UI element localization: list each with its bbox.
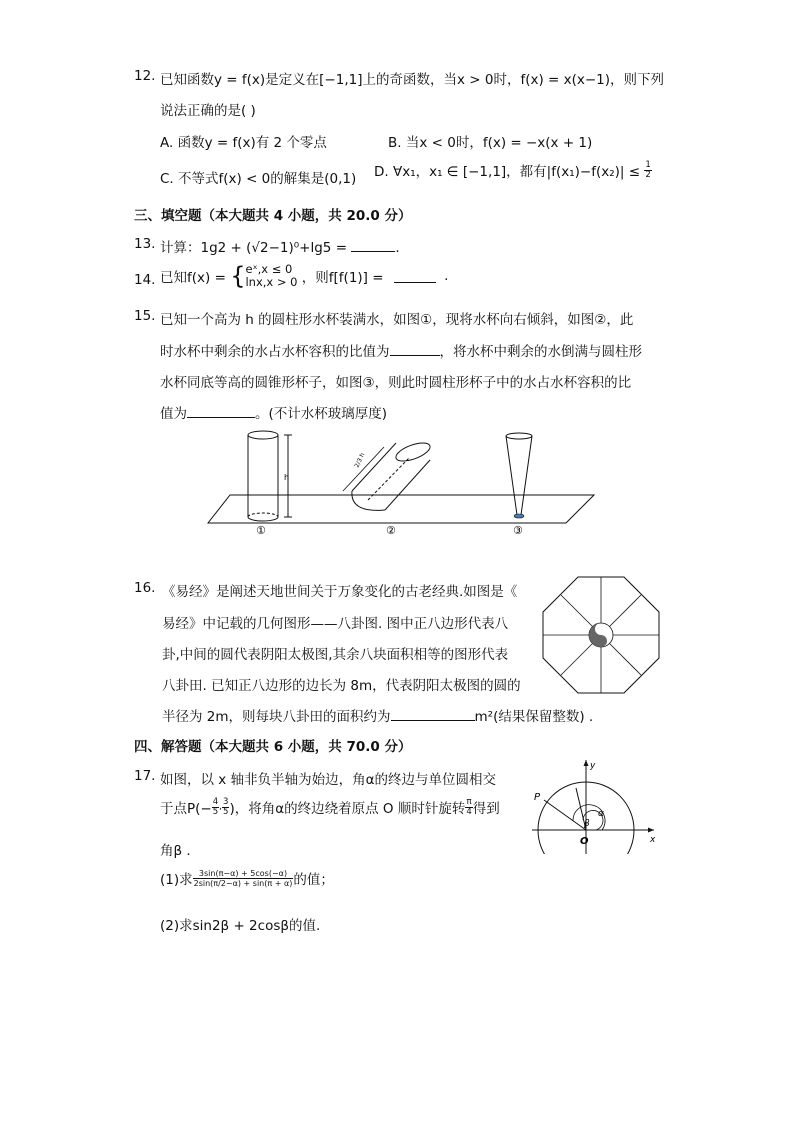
fraction-denominator: 5: [223, 806, 229, 817]
q17-part1-fraction: [193, 869, 294, 888]
q16-number: 16.: [134, 580, 156, 596]
q16-line1: 《易经》是阐述天地世间关于万象变化的古老经典.如图是《: [162, 584, 518, 600]
q15-line3: 水杯同底等高的圆锥形杯子，如图③，则此时圆柱形杯子中的水占水杯容积的比: [160, 375, 632, 391]
q17-rotation-fraction: [465, 798, 472, 817]
q12-stem-line1: 已知函数y = f(x)是定义在[−1,1]上的奇函数，当x > 0时，f(x) = x(x−1)，则下列: [160, 72, 665, 88]
tilted-cylinder: [352, 439, 432, 510]
fraction-denominator: 2sin(π/2−α) + sin(π + α): [193, 878, 293, 888]
q13-expression: 计算：1g2 + (√2−1)⁰+lg5 =: [160, 240, 348, 256]
beta-label: β: [584, 819, 590, 829]
q12-option-b: B. 当x < 0时，f(x) = −x(x + 1): [388, 135, 593, 151]
q14-case-2: lnx,x > 0: [245, 275, 298, 289]
figure-label-3: ③: [513, 524, 523, 537]
q15-line2: [160, 340, 642, 360]
q14-suffix: ，则f[f(1)] =: [301, 270, 384, 286]
tilt-height-marker: [343, 447, 384, 491]
q16-line4: 八卦田. 已知正八边形的边长为 8m，代表阴阳太极图的圆的: [162, 678, 521, 694]
comma: ,: [219, 802, 223, 812]
q17-point-prefix: 于点P(−: [160, 801, 212, 817]
q15-answer-blank-2[interactable]: [187, 404, 255, 418]
table-plane: [208, 495, 594, 523]
q14-brace: {: [230, 262, 246, 290]
q12-stem-line2: 说法正确的是( ): [160, 103, 256, 119]
x-axis-arrow: [648, 828, 654, 833]
q17-line2: [160, 797, 500, 817]
q15-line2-part-b: ，将水杯中剩余的水倒满与圆柱形: [439, 344, 642, 360]
point-p-label: P: [534, 792, 541, 803]
section-3-heading: 三、填空题（本大题共 4 小题，共 20.0 分）: [134, 208, 412, 224]
q13-period: .: [395, 240, 400, 256]
fraction-denominator: 4: [466, 806, 472, 817]
cone-water: [514, 514, 524, 518]
fraction-numerator: π: [466, 796, 472, 807]
figure-label-1: ①: [256, 524, 266, 537]
figure-label-2: ②: [386, 524, 396, 537]
q17-part1: [160, 868, 334, 888]
q17-rotation-suffix: 得到: [472, 801, 500, 817]
tilt-height-label: 2/3 h: [353, 451, 367, 469]
q14-text: [160, 262, 448, 290]
q16-line5-part-b: m²(结果保留整数) .: [474, 709, 594, 725]
q16-line2: 易经》中记载的几何图形——八卦图. 图中正八边形代表八: [162, 616, 509, 632]
q14-number: 14.: [134, 272, 156, 288]
fraction-numerator: 3: [223, 796, 229, 807]
q12-option-d: [374, 160, 652, 180]
q12-number: 12.: [134, 68, 156, 84]
q17-line1: 如图，以 x 轴非负半轴为始边，角α的终边与单位圆相交: [160, 772, 496, 788]
q13-number: 13.: [134, 236, 156, 252]
q15-line4-part-b: 。(不计水杯玻璃厚度): [255, 406, 388, 422]
y-axis-label: y: [590, 761, 596, 771]
fraction-numerator: 1: [645, 159, 651, 170]
q15-line2-part-a: 时水杯中剩余的水占水杯容积的比值为: [160, 344, 390, 360]
q17-rotation-text: )，将角α的终边绕着原点 O 顺时针旋转: [229, 801, 466, 817]
cone: [506, 433, 532, 515]
q12-option-a: A. 函数y = f(x)有 2 个零点: [160, 135, 327, 151]
q17-part1-suffix: 的值；: [293, 872, 334, 888]
y-axis-arrow: [584, 760, 589, 766]
q17-part1-prefix: (1)求: [160, 872, 193, 888]
q17-number: 17.: [134, 768, 156, 784]
q12-option-d-fraction: [644, 161, 651, 180]
origin-label: O: [580, 836, 589, 847]
q16-line5-part-a: 半径为 2m，则每块八卦田的面积约为: [162, 709, 391, 725]
taiji-symbol: [589, 623, 613, 647]
q12-option-d-text: D. ∀x₁，x₁ ∈ [−1,1]，都有|f(x₁)−f(x₂)| ≤: [374, 164, 641, 180]
upright-cylinder: [248, 431, 278, 521]
q15-line4-part-a: 值为: [160, 406, 187, 422]
bagua-figure: [542, 576, 660, 694]
fraction-denominator: 2: [645, 169, 651, 180]
q12-option-c: C. 不等式f(x) < 0的解集是(0,1): [160, 171, 357, 187]
q16-answer-blank[interactable]: [391, 707, 475, 721]
q16-line3: 卦,中间的圆代表阴阳太极图,其余八块面积相等的图形代表: [162, 647, 509, 663]
section-4-heading: 四、解答题（本大题共 6 小题，共 70.0 分）: [134, 739, 412, 755]
q17-line3: 角β .: [160, 843, 191, 859]
q14-case-1: eˣ,x ≤ 0: [245, 262, 293, 276]
fraction-numerator: 4: [212, 796, 219, 807]
q15-answer-blank-1[interactable]: [390, 342, 440, 356]
q13-text: [160, 236, 400, 256]
q14-cases: [245, 263, 297, 289]
q15-line1: 已知一个高为 h 的圆柱形水杯装满水，如图①，现将水杯向右倾斜，如图②，此: [160, 312, 634, 328]
q14-period: .: [444, 268, 449, 284]
q14-answer-blank[interactable]: [394, 269, 436, 283]
q17-part2: (2)求sin2β + 2cosβ的值.: [160, 918, 321, 934]
q13-answer-blank[interactable]: [351, 238, 395, 252]
q15-line4: [160, 402, 387, 422]
unit-circle-figure: [530, 758, 660, 854]
q14-prefix: 已知f(x) =: [160, 270, 226, 286]
fraction-numerator: 3sin(π−α) + 5cos(−α): [193, 869, 294, 879]
height-label: h: [284, 473, 290, 482]
alpha-label: α: [598, 809, 604, 819]
q15-number: 15.: [134, 308, 156, 324]
fraction-denominator: 5: [212, 806, 219, 817]
q16-line5: [162, 705, 593, 725]
q15-cup-figure: [200, 425, 600, 540]
x-axis-label: x: [650, 835, 656, 845]
